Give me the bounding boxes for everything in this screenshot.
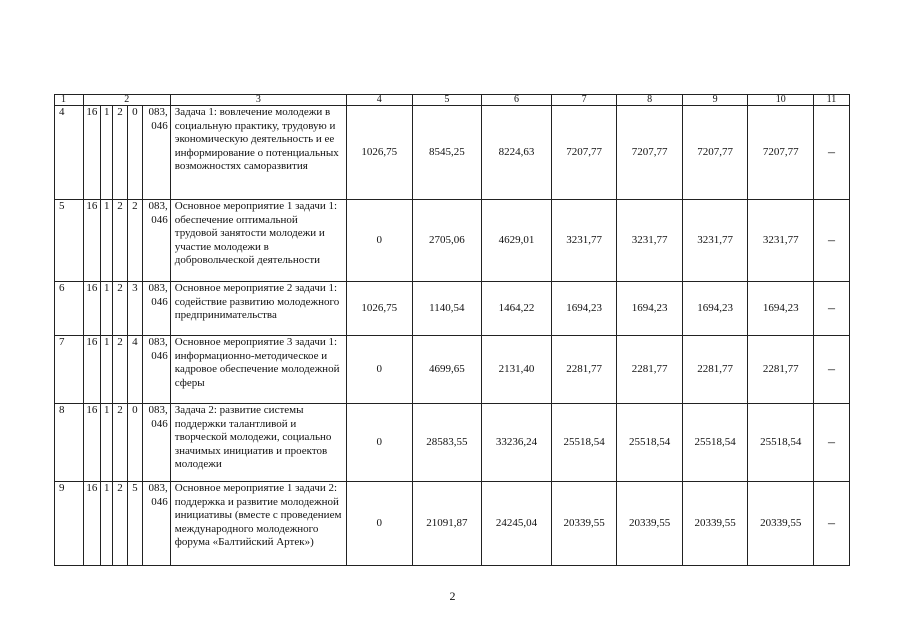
row-description: Основное мероприятие 2 задачи 1: содействие развитию молодежного предпринимательства <box>170 282 346 336</box>
column-number-8: 8 <box>617 95 683 106</box>
value-col-5: 2705,06 <box>412 200 482 282</box>
value-col-5: 21091,87 <box>412 482 482 566</box>
value-col-7: 2281,77 <box>551 336 617 404</box>
code-program: 1 <box>101 106 113 200</box>
table-row <box>55 282 850 336</box>
value-col-6: 1464,22 <box>482 282 552 336</box>
code-activity: 5 <box>127 482 142 566</box>
value-col-7: 25518,54 <box>551 404 617 482</box>
code-subprogram: 2 <box>113 482 127 566</box>
code-program: 1 <box>101 404 113 482</box>
value-col-11: – <box>814 106 850 200</box>
table-row <box>55 106 850 200</box>
column-number-4: 4 <box>346 95 412 106</box>
code-grbs: 083, 046 <box>143 482 171 566</box>
value-col-6: 33236,24 <box>482 404 552 482</box>
row-description: Основное мероприятие 1 задачи 2: поддержка и развитие молодежной инициативы (вместе с проведением международного молодежного форума «Балтийский Артек») <box>170 482 346 566</box>
code-activity: 2 <box>127 200 142 282</box>
code-section: 16 <box>83 106 100 200</box>
value-col-9: 25518,54 <box>682 404 748 482</box>
value-col-7: 1694,23 <box>551 282 617 336</box>
column-number-5: 5 <box>412 95 482 106</box>
row-index: 6 <box>55 282 84 336</box>
column-number-9: 9 <box>682 95 748 106</box>
code-grbs: 083, 046 <box>143 282 171 336</box>
value-col-5: 8545,25 <box>412 106 482 200</box>
value-col-11: – <box>814 200 850 282</box>
value-col-9: 3231,77 <box>682 200 748 282</box>
code-activity: 3 <box>127 282 142 336</box>
value-col-9: 7207,77 <box>682 106 748 200</box>
value-col-4: 0 <box>346 336 412 404</box>
row-description: Задача 1: вовлечение молодежи в социальную практику, трудовую и экономическую деятельность и ее информирование о потенциальных возможностях саморазвития <box>170 106 346 200</box>
code-program: 1 <box>101 482 113 566</box>
value-col-8: 25518,54 <box>617 404 683 482</box>
column-number-6: 6 <box>482 95 552 106</box>
column-number-10: 10 <box>748 95 814 106</box>
row-index: 9 <box>55 482 84 566</box>
code-subprogram: 2 <box>113 106 127 200</box>
code-section: 16 <box>83 200 100 282</box>
code-section: 16 <box>83 336 100 404</box>
code-section: 16 <box>83 482 100 566</box>
value-col-6: 4629,01 <box>482 200 552 282</box>
table-row <box>55 336 850 404</box>
code-program: 1 <box>101 282 113 336</box>
column-number-row <box>55 95 850 106</box>
code-grbs: 083, 046 <box>143 106 171 200</box>
code-subprogram: 2 <box>113 200 127 282</box>
value-col-8: 7207,77 <box>617 106 683 200</box>
value-col-10: 20339,55 <box>748 482 814 566</box>
column-number-3: 3 <box>170 95 346 106</box>
value-col-10: 3231,77 <box>748 200 814 282</box>
value-col-5: 4699,65 <box>412 336 482 404</box>
row-index: 8 <box>55 404 84 482</box>
value-col-4: 0 <box>346 200 412 282</box>
page-number: 2 <box>449 589 456 603</box>
row-index: 7 <box>55 336 84 404</box>
row-description: Основное мероприятие 1 задачи 1: обеспечение оптимальной трудовой занятости молодежи и участие молодежи в добровольческой деятельности <box>170 200 346 282</box>
value-col-5: 1140,54 <box>412 282 482 336</box>
value-col-11: – <box>814 482 850 566</box>
code-grbs: 083, 046 <box>143 336 171 404</box>
value-col-11: – <box>814 336 850 404</box>
code-grbs: 083, 046 <box>143 404 171 482</box>
code-subprogram: 2 <box>113 404 127 482</box>
column-number-2: 2 <box>83 95 170 106</box>
code-section: 16 <box>83 282 100 336</box>
value-col-4: 1026,75 <box>346 282 412 336</box>
value-col-5: 28583,55 <box>412 404 482 482</box>
column-number-11: 11 <box>814 95 850 106</box>
value-col-6: 24245,04 <box>482 482 552 566</box>
column-number-7: 7 <box>551 95 617 106</box>
value-col-8: 2281,77 <box>617 336 683 404</box>
value-col-4: 0 <box>346 482 412 566</box>
value-col-9: 1694,23 <box>682 282 748 336</box>
value-col-7: 7207,77 <box>551 106 617 200</box>
value-col-8: 1694,23 <box>617 282 683 336</box>
code-activity: 0 <box>127 106 142 200</box>
column-number-1: 1 <box>55 95 84 106</box>
budget-table <box>54 94 850 566</box>
value-col-4: 0 <box>346 404 412 482</box>
code-section: 16 <box>83 404 100 482</box>
value-col-10: 1694,23 <box>748 282 814 336</box>
row-description: Основное мероприятие 3 задачи 1: информационно-методическое и кадровое обеспечение молодежной сферы <box>170 336 346 404</box>
row-index: 4 <box>55 106 84 200</box>
value-col-7: 20339,55 <box>551 482 617 566</box>
table-row <box>55 404 850 482</box>
value-col-6: 8224,63 <box>482 106 552 200</box>
row-description: Задача 2: развитие системы поддержки талантливой и творческой молодежи, социально значимых инициатив и проектов молодежи <box>170 404 346 482</box>
table-row <box>55 200 850 282</box>
value-col-10: 2281,77 <box>748 336 814 404</box>
value-col-6: 2131,40 <box>482 336 552 404</box>
row-index: 5 <box>55 200 84 282</box>
code-activity: 0 <box>127 404 142 482</box>
value-col-9: 2281,77 <box>682 336 748 404</box>
code-activity: 4 <box>127 336 142 404</box>
value-col-10: 7207,77 <box>748 106 814 200</box>
value-col-9: 20339,55 <box>682 482 748 566</box>
code-subprogram: 2 <box>113 336 127 404</box>
code-subprogram: 2 <box>113 282 127 336</box>
value-col-8: 20339,55 <box>617 482 683 566</box>
value-col-8: 3231,77 <box>617 200 683 282</box>
code-program: 1 <box>101 336 113 404</box>
table-row <box>55 482 850 566</box>
value-col-11: – <box>814 404 850 482</box>
value-col-10: 25518,54 <box>748 404 814 482</box>
value-col-4: 1026,75 <box>346 106 412 200</box>
code-program: 1 <box>101 200 113 282</box>
code-grbs: 083, 046 <box>143 200 171 282</box>
value-col-11: – <box>814 282 850 336</box>
value-col-7: 3231,77 <box>551 200 617 282</box>
